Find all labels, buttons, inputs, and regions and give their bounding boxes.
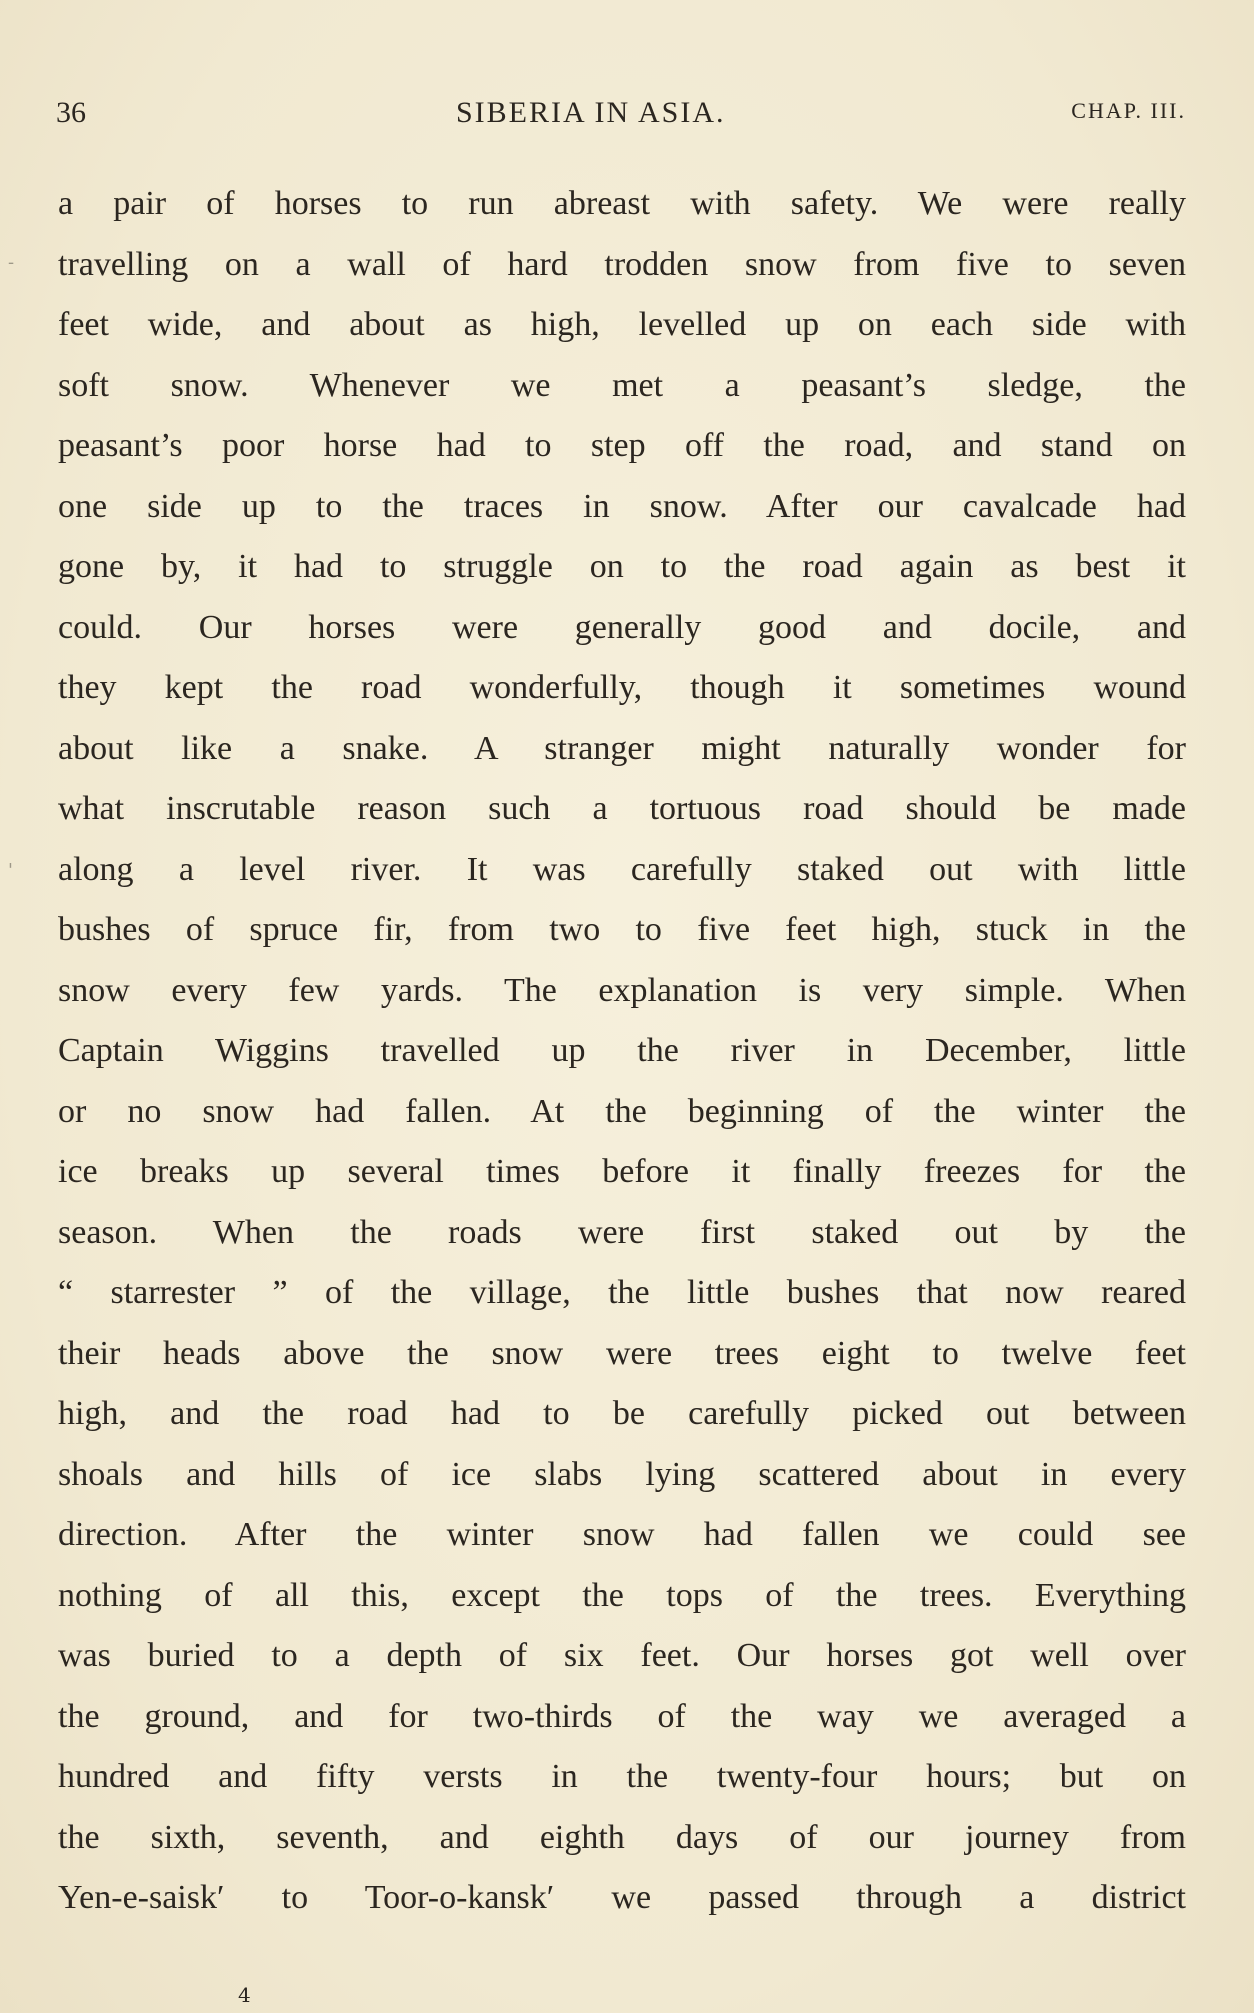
- text-line: what inscrutable reason such a tortuous road should be made: [58, 790, 1186, 827]
- text-line: the ground, and for two-thirds of the way we averaged a: [58, 1697, 1186, 1735]
- text-line: high, and the road had to be carefully picked out between: [58, 1395, 1186, 1432]
- text-line: hundred and fifty versts in the twenty-four hours; but on: [58, 1758, 1186, 1795]
- chapter-label: CHAP. III.: [1071, 98, 1186, 123]
- text-line: shoals and hills of ice slabs lying scattered about in every: [58, 1455, 1186, 1493]
- page-header: [56, 96, 1186, 136]
- running-title: SIBERIA IN ASIA.: [456, 96, 726, 129]
- margin-tick-mark: ': [8, 860, 13, 881]
- text-line: their heads above the snow were trees eight to twelve feet: [58, 1334, 1186, 1372]
- text-line: feet wide, and about as high, levelled up on each side with: [58, 306, 1186, 343]
- text-line: Captain Wiggins travelled up the river in December, little: [58, 1032, 1186, 1069]
- page-number: 36: [56, 96, 86, 129]
- text-line: “ starrester ” of the village, the little bushes that now reared: [58, 1274, 1186, 1311]
- text-line: soft snow. Whenever we met a peasant’s sledge, the: [58, 366, 1186, 404]
- text-line: or no snow had fallen. At the beginning of the winter the: [58, 1092, 1186, 1130]
- text-line: travelling on a wall of hard trodden snow from five to seven: [58, 245, 1186, 283]
- text-line: peasant’s poor horse had to step off the road, and stand on: [58, 427, 1186, 464]
- text-line: a pair of horses to run abreast with safety. We were really: [58, 185, 1186, 222]
- margin-tick-mark: -: [8, 252, 15, 273]
- text-line: direction. After the winter snow had fallen we could see: [58, 1516, 1186, 1553]
- text-line: Yen-e-saisk′ to Toor-o-kansk′ we passed through a district: [58, 1879, 1186, 1916]
- text-line: about like a snake. A stranger might naturally wonder for: [58, 729, 1186, 767]
- text-line: season. When the roads were first staked out by the: [58, 1213, 1186, 1251]
- text-line: snow every few yards. The explanation is very simple. When: [58, 971, 1186, 1009]
- text-line: ice breaks up several times before it finally freezes for the: [58, 1153, 1186, 1190]
- text-line: one side up to the traces in snow. After our cavalcade had: [58, 487, 1186, 525]
- text-line: along a level river. It was carefully staked out with little: [58, 850, 1186, 888]
- footer-signature-mark: 4: [238, 1983, 251, 2007]
- text-line: nothing of all this, except the tops of the trees. Everything: [58, 1576, 1186, 1614]
- text-line: bushes of spruce fir, from two to five feet high, stuck in the: [58, 911, 1186, 948]
- text-line: they kept the road wonderfully, though it sometimes wound: [58, 669, 1186, 706]
- text-line: gone by, it had to struggle on to the road again as best it: [58, 548, 1186, 585]
- body-text: [58, 174, 1186, 1929]
- text-line: the sixth, seventh, and eighth days of our journey from: [58, 1818, 1186, 1856]
- text-line: could. Our horses were generally good and docile, and: [58, 608, 1186, 646]
- text-line: was buried to a depth of six feet. Our horses got well over: [58, 1637, 1186, 1674]
